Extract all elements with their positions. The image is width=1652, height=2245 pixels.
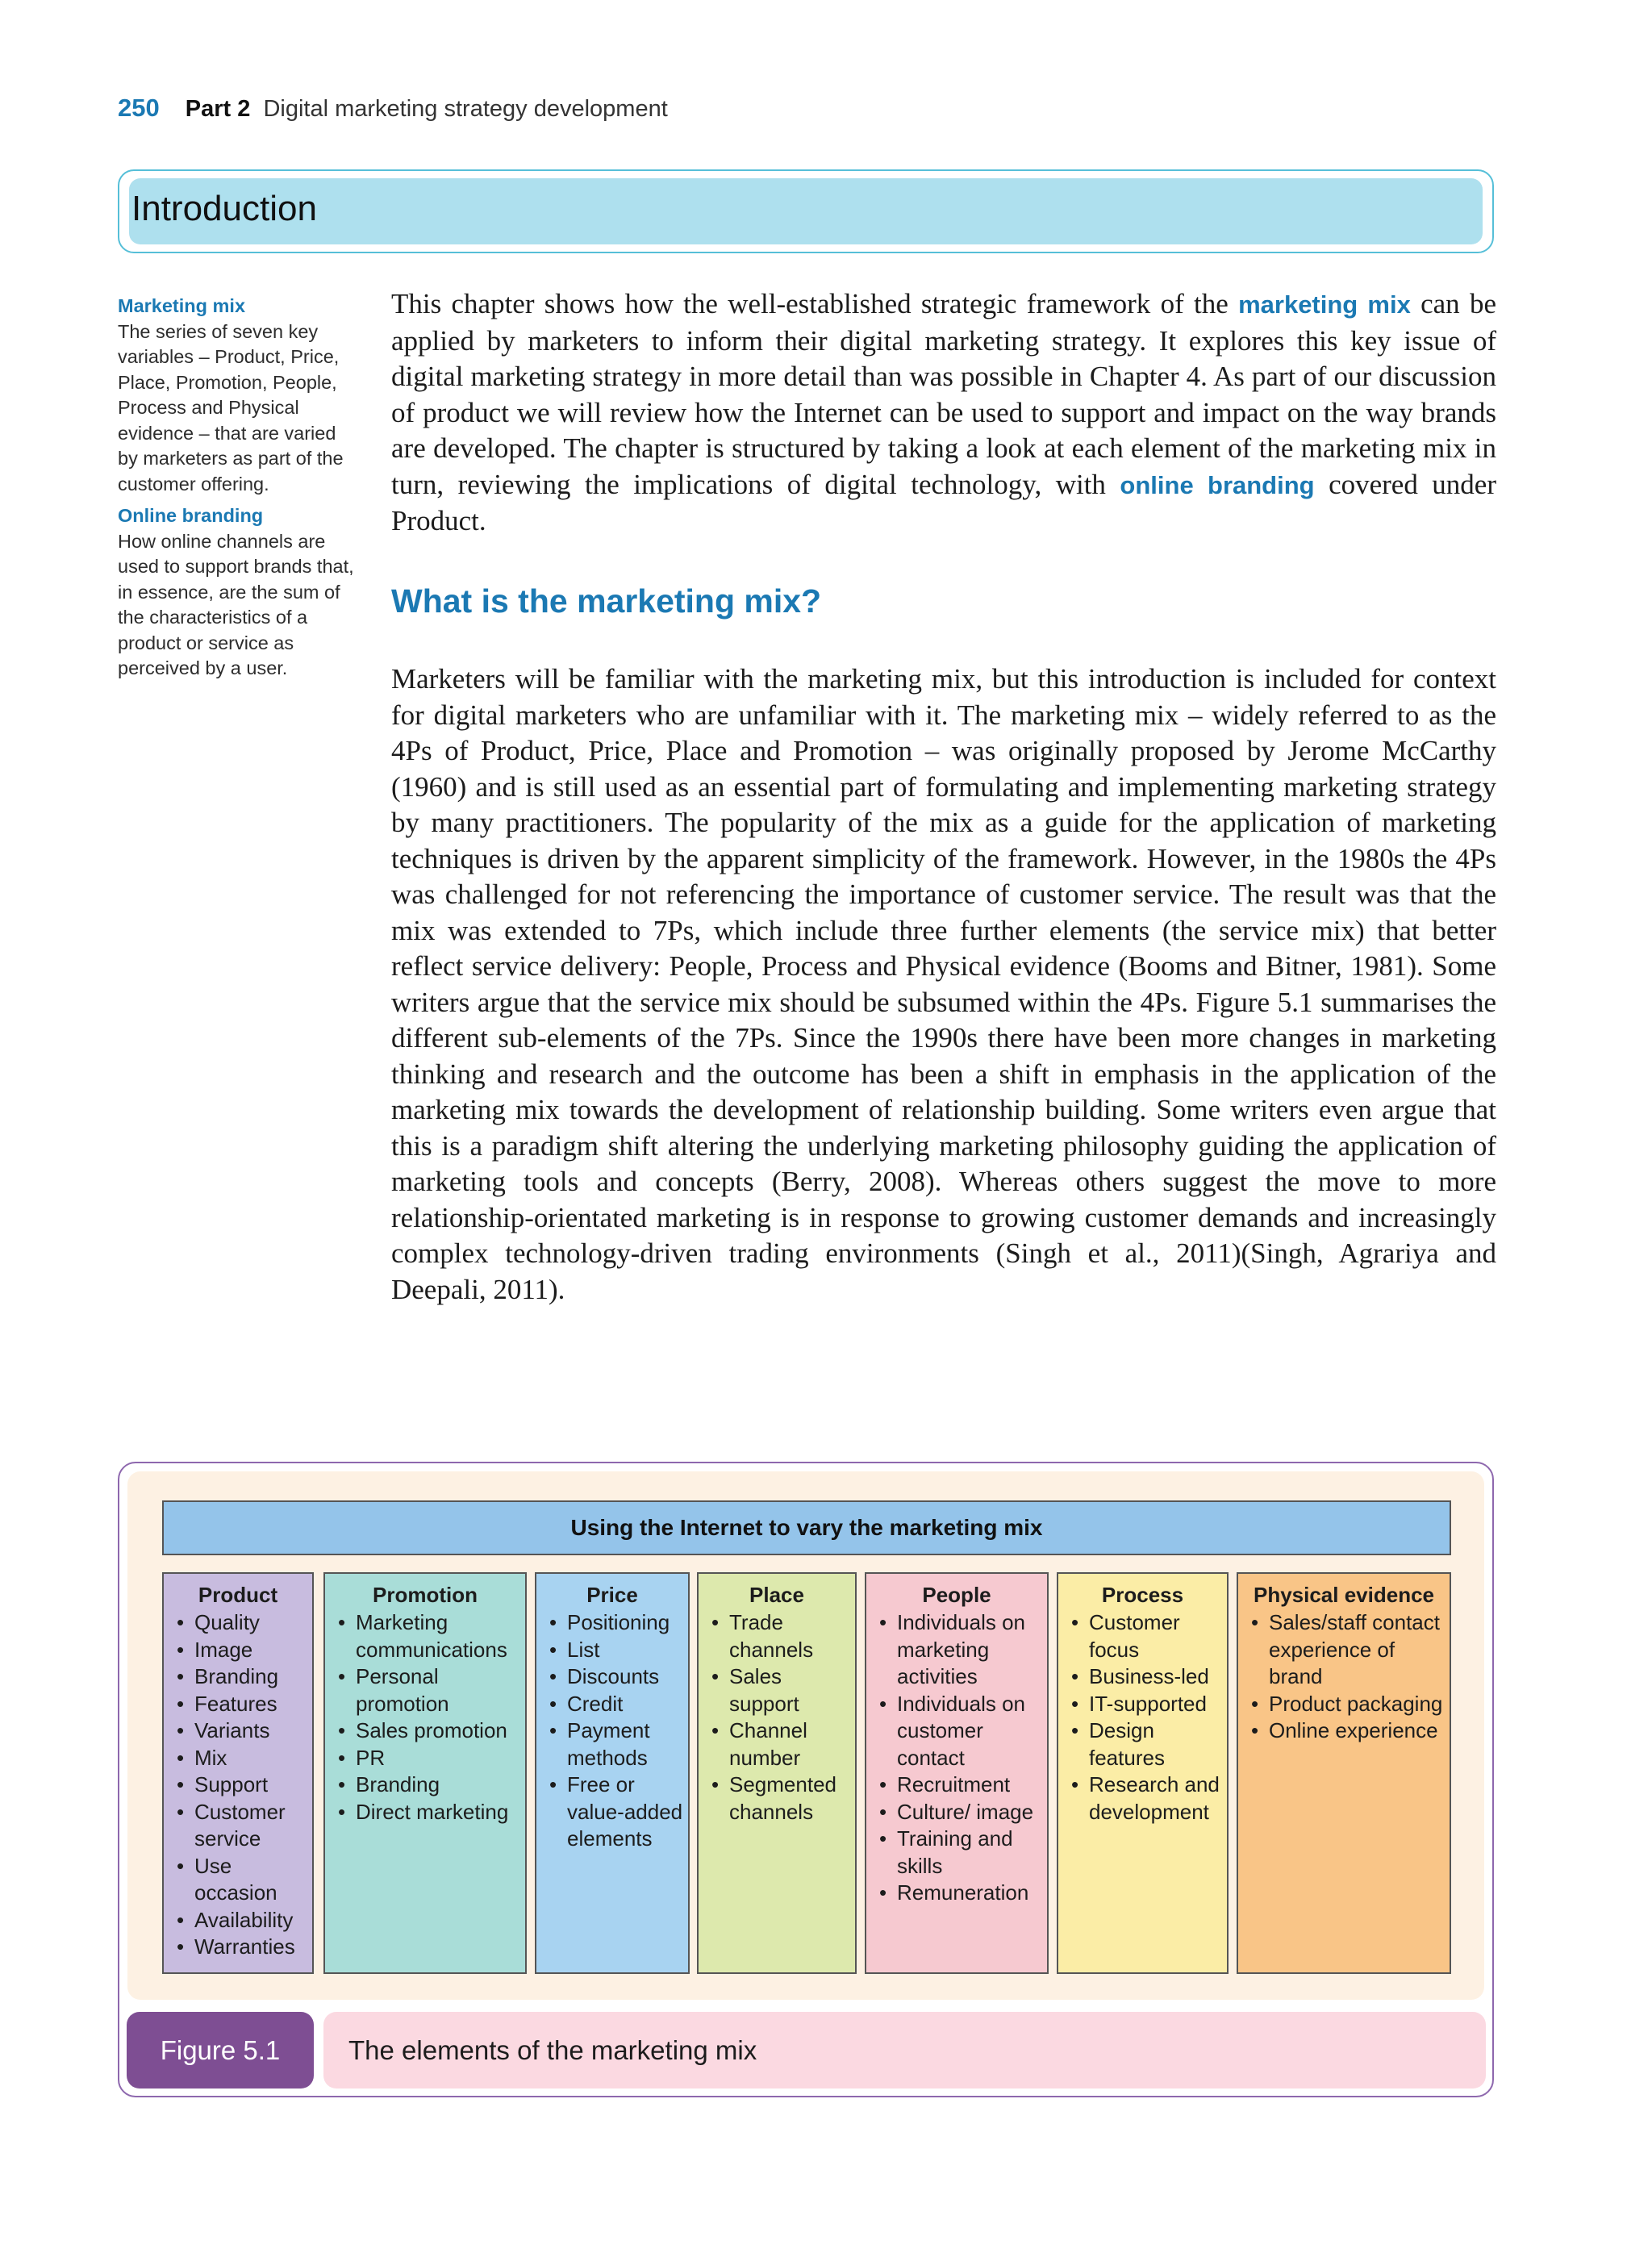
list-item: • Mix: [175, 1745, 312, 1772]
list-item: • Individuals on marketing activities: [878, 1609, 1047, 1691]
glossary-definition: The series of seven key variables – Product, Price, Place, Promotion, People, Process and Physical evidence – that are varied by marketers as part of the customer offering.: [118, 320, 344, 494]
list-item: • Sales/staff contact experience of brand: [1249, 1609, 1450, 1691]
list-item: • Positioning: [548, 1609, 688, 1637]
list-item: • Personal promotion: [336, 1663, 525, 1717]
list-item: • Discounts: [548, 1663, 688, 1691]
list-item: • Marketing communications: [336, 1609, 525, 1663]
paragraph-text: covered under Product.: [391, 468, 1496, 536]
list-item: • Sales promotion: [336, 1717, 525, 1745]
mix-column-product: [162, 1572, 314, 1974]
list-item: • Support: [175, 1771, 312, 1799]
column-heading: Physical evidence: [1253, 1583, 1435, 1607]
list-item: • Design features: [1070, 1717, 1227, 1771]
column-heading: Place: [749, 1583, 804, 1607]
list-item: • Image: [175, 1637, 312, 1664]
mix-column-process: [1057, 1572, 1229, 1974]
figure-label: Figure 5.1: [127, 2012, 314, 2089]
page-number: 250: [118, 94, 160, 122]
list-item: • Customer focus: [1070, 1609, 1227, 1663]
paragraph-text: can be applied by marketers to inform their digital marketing strategy. It explores this key issue of digital marketing strategy in more detail than was possible in Chapter 4. As part of our discussion of product we will review how the Internet can be used to support and impact on the way brands are developed. The chapter is structured by taking a look at each element of the marketing mix in turn, reviewing the implications of digital technology, with: [391, 288, 1497, 500]
list-item: • Features: [175, 1691, 312, 1718]
keyword-online-branding: online branding: [1120, 470, 1315, 499]
keyword-marketing-mix: marketing mix: [1238, 290, 1411, 319]
list-item: • Channel number: [710, 1717, 855, 1771]
list-item: • Training and skills: [878, 1826, 1047, 1880]
introduction-banner: [118, 169, 1494, 253]
list-item: • Free or value-added elements: [548, 1771, 688, 1853]
column-heading: Price: [586, 1583, 638, 1607]
glossary-term: Online branding: [118, 505, 264, 526]
list-item: • Trade channels: [710, 1609, 855, 1663]
mix-column-price: [535, 1572, 690, 1974]
list-item: • Online experience: [1249, 1717, 1450, 1745]
column-heading: Promotion: [373, 1583, 478, 1607]
list-item: • Branding: [175, 1663, 312, 1691]
list-item: • Branding: [336, 1771, 525, 1799]
list-item: • Customer service: [175, 1799, 312, 1853]
list-item: • Individuals on customer contact: [878, 1691, 1047, 1772]
list-item: • Recruitment: [878, 1771, 1047, 1799]
section-heading: What is the marketing mix?: [391, 582, 822, 620]
list-item: • Use occasion: [175, 1853, 312, 1907]
list-item: • Quality: [175, 1609, 312, 1637]
glossary-term: Marketing mix: [118, 295, 246, 316]
part-label: Part 2: [185, 96, 251, 122]
mix-column-people: [865, 1572, 1049, 1974]
list-item: • Segmented channels: [710, 1771, 855, 1826]
list-item: • PR: [336, 1745, 525, 1772]
column-heading: Product: [198, 1583, 278, 1607]
mix-column-promotion: [323, 1572, 527, 1974]
glossary-definition: How online channels are used to support brands that, in essence, are the sum of the characteristics of a product or service as perceived by a user.: [118, 530, 354, 678]
list-item: • Sales support: [710, 1663, 855, 1717]
figure-caption: The elements of the marketing mix: [348, 2035, 757, 2065]
list-item: • Product packaging: [1249, 1691, 1450, 1718]
list-item: • Research and development: [1070, 1771, 1227, 1826]
list-item: • Availability: [175, 1907, 312, 1934]
mix-column-place: [697, 1572, 857, 1974]
list-item: • IT-supported: [1070, 1691, 1227, 1718]
mix-column-physical-evidence: [1237, 1572, 1451, 1974]
list-item: • Direct marketing: [336, 1799, 525, 1826]
list-item: • Variants: [175, 1717, 312, 1745]
body-paragraph: Marketers will be familiar with the marketing mix, but this introduction is included for context for digital marketers who are unfamiliar with it. The marketing mix – widely referred to as the 4Ps of Product, Price, Place and Promotion – was originally proposed by Jerome McCarthy (1960) and is still used as an essential part of formulating and implementing marketing strategy by many practitioners. The popularity of the mix as a guide for the application of marketing techniques is driven by the apparent simplicity of the framework. However, in the 1980s the 4Ps was challenged for not referencing the importance of customer service. The result was that the mix was extended to 7Ps, which include three further elements (the service mix) that better reflect service delivery: People, Process and Physical evidence (Booms and Bitner, 1981). Some writers argue that the service mix should be subsumed within the 4Ps. Figure 5.1 summarises the different sub-elements of the 7Ps. Since the 1990s there have been more changes in marketing thinking and research and the outcome has been a shift in emphasis in the application of the marketing mix towards the development of relationship building. Some writers even argue that this is a paradigm shift altering the underlying marketing philosophy guiding the application of marketing tools and concepts (Berry, 2008). Whereas others suggest the move to more relationship-orientated marketing is in response to growing customer demands and increasingly complex technology-driven trading environments (Singh et al., 2011)(Singh, Agrariya and Deepali, 2011).: [391, 663, 1496, 1305]
introduction-heading: Introduction: [131, 189, 317, 228]
paragraph-text: This chapter shows how the well-established strategic framework of the: [391, 288, 1229, 319]
column-heading: People: [922, 1583, 991, 1607]
list-item: • Warranties: [175, 1934, 312, 1961]
figure-title: Using the Internet to vary the marketing mix: [162, 1500, 1451, 1555]
list-item: • List: [548, 1637, 688, 1664]
list-item: • Business-led: [1070, 1663, 1227, 1691]
list-item: • Culture/ image: [878, 1799, 1047, 1826]
margin-glossary: [118, 294, 360, 688]
chapter-running-title: Digital marketing strategy development: [263, 96, 668, 122]
running-head: [118, 94, 668, 123]
introduction-banner-fill: [129, 178, 1483, 244]
column-heading: Process: [1101, 1583, 1184, 1607]
list-item: • Payment methods: [548, 1717, 688, 1771]
list-item: • Remuneration: [878, 1880, 1047, 1907]
intro-paragraph: [391, 286, 1496, 540]
list-item: • Credit: [548, 1691, 688, 1718]
